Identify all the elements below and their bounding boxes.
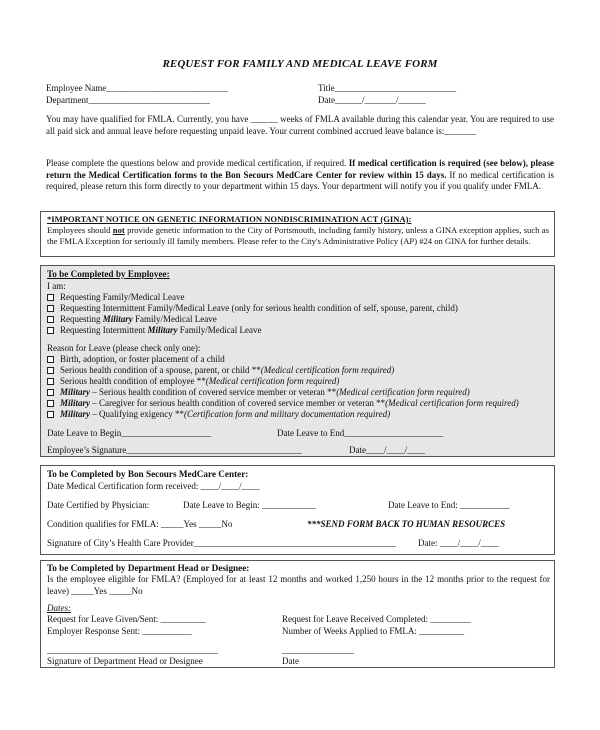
employee-name-field[interactable]: Employee Name___________________________	[46, 83, 228, 93]
medcare-section-heading: To be Completed by Bon Secours MedCare Center:	[47, 469, 249, 479]
checkbox[interactable]	[47, 389, 54, 396]
checkbox[interactable]	[47, 294, 54, 301]
department-section	[40, 560, 555, 668]
fmla-intro-paragraph: You may have qualified for FMLA. Currently, you have ______ weeks of FMLA available during this calendar year. You are required to use all paid sick and annual leave before requesting unpaid leave. Your current combined accrued leave balance is:_______	[46, 114, 554, 136]
date-leave-begin-field[interactable]: Date Leave to Begin____________________	[47, 428, 212, 438]
date-certified-label: Date Certified by Physician:	[47, 500, 150, 510]
reason-military-service-member[interactable]: Military – Serious health condition of covered service member or veteran **(Medical certification form required)	[47, 387, 470, 398]
leave-received-completed-field[interactable]: Request for Leave Received Completed: _________	[282, 614, 471, 624]
employee-signature-date-field[interactable]: Date____/____/____	[349, 445, 425, 455]
employer-response-sent-field[interactable]: Employer Response Sent: ___________	[47, 626, 192, 636]
option-intermittent-military-leave[interactable]: Requesting Intermittent Military Family/Medical Leave	[47, 325, 261, 336]
date-field[interactable]: Date______/_______/______	[318, 95, 426, 105]
eligibility-question[interactable]: Is the employee eligible for FMLA? (Employed for at least 12 months and worked 1,250 hours in the 12 months prior to the request for leave) _____Yes _____No	[47, 574, 550, 596]
employee-signature-field[interactable]: Employee’s Signature_______________________________________	[47, 445, 302, 455]
instructions-text-bold: If medical certification is required (see below), please return the Medical Certification forms to the Bon Secours MedCare Center for review within 15 days.	[46, 158, 554, 180]
provider-signature-field[interactable]: Signature of City’s Health Care Provider_____________________________________________	[47, 538, 397, 548]
medcare-section	[40, 465, 555, 555]
reason-military-caregiver[interactable]: Military – Caregiver for serious health condition of covered service member or veteran **(Medical certification form required)	[47, 398, 519, 409]
department-signature-line[interactable]: ______________________________________	[47, 645, 218, 655]
employee-section	[40, 265, 555, 457]
gina-notice-box	[40, 211, 555, 257]
gina-not-emphasis: not	[112, 225, 125, 235]
i-am-label: I am:	[47, 281, 66, 291]
reason-birth-adoption[interactable]: Birth, adoption, or foster placement of a child	[47, 354, 225, 365]
checkbox[interactable]	[47, 367, 54, 374]
employee-section-heading: To be Completed by Employee:	[47, 269, 170, 279]
reason-family-health[interactable]: Serious health condition of a spouse, parent, or child **(Medical certification form required)	[47, 365, 394, 376]
reason-employee-health[interactable]: Serious health condition of employee **(Medical certification form required)	[47, 376, 339, 387]
checkbox[interactable]	[47, 400, 54, 407]
reason-label: Reason for Leave (please check only one):	[47, 343, 201, 353]
provider-signature-date-field[interactable]: Date: ____/____/____	[418, 538, 499, 548]
reason-military-exigency[interactable]: Military – Qualifying exigency **(Certification form and military documentation required)	[47, 409, 390, 420]
option-family-medical-leave[interactable]: Requesting Family/Medical Leave	[47, 292, 184, 303]
checkbox[interactable]	[47, 305, 54, 312]
department-date-label: Date	[282, 656, 299, 666]
checkbox[interactable]	[47, 378, 54, 385]
send-back-notice: ***SEND FORM BACK TO HUMAN RESOURCES	[307, 519, 506, 529]
department-date-line[interactable]: ________________	[282, 645, 354, 655]
weeks-applied-field[interactable]: Number of Weeks Applied to FMLA: __________	[282, 626, 465, 636]
date-leave-end-field[interactable]: Date Leave to End______________________	[277, 428, 444, 438]
option-intermittent-leave[interactable]: Requesting Intermittent Family/Medical Leave (only for serious health condition of self, spouse, parent, child)	[47, 303, 458, 314]
dates-label: Dates:	[47, 603, 71, 613]
checkbox[interactable]	[47, 356, 54, 363]
checkbox[interactable]	[47, 327, 54, 334]
department-section-heading: To be Completed by Department Head or Designee:	[47, 563, 250, 573]
checkbox[interactable]	[47, 411, 54, 418]
gina-heading: *IMPORTANT NOTICE ON GENETIC INFORMATION NONDISCRIMINATION ACT (GINA):	[47, 214, 412, 224]
fmla-qualifies-field[interactable]: Condition qualifies for FMLA: _____Yes _____No	[47, 519, 233, 529]
department-field[interactable]: Department___________________________	[46, 95, 210, 105]
gina-text: Employees should not provide genetic information to the City of Portsmouth, including family history, unless a GINA exception applies, such as the FMLA Exception for seriously ill family members. Please refer to the City's Administrative Policy (AP) #24 on GINA for further details.	[47, 225, 549, 246]
leave-given-sent-field[interactable]: Request for Leave Given/Sent: __________	[47, 614, 206, 624]
checkbox[interactable]	[47, 316, 54, 323]
form-title: REQUEST FOR FAMILY AND MEDICAL LEAVE FORM	[162, 58, 438, 70]
medcare-end-field[interactable]: Date Leave to End: ___________	[388, 500, 510, 510]
instructions-text-a: Please complete the questions below and provide medical certification, if required.	[46, 158, 347, 168]
department-signature-label: Signature of Department Head or Designee	[47, 656, 203, 666]
instructions-text-c: If no medical certification is required, please return this form directly to your department within 15 days. Your department will notify you if you qualify under FMLA.	[46, 169, 554, 191]
title-field[interactable]: Title___________________________	[318, 83, 457, 93]
certification-received-field[interactable]: Date Medical Certification form received: ____/____/____	[47, 481, 260, 491]
option-military-leave[interactable]: Requesting Military Family/Medical Leave	[47, 314, 217, 325]
medcare-begin-field[interactable]: Date Leave to Begin: ____________	[183, 500, 316, 510]
instructions-paragraph	[46, 158, 554, 193]
